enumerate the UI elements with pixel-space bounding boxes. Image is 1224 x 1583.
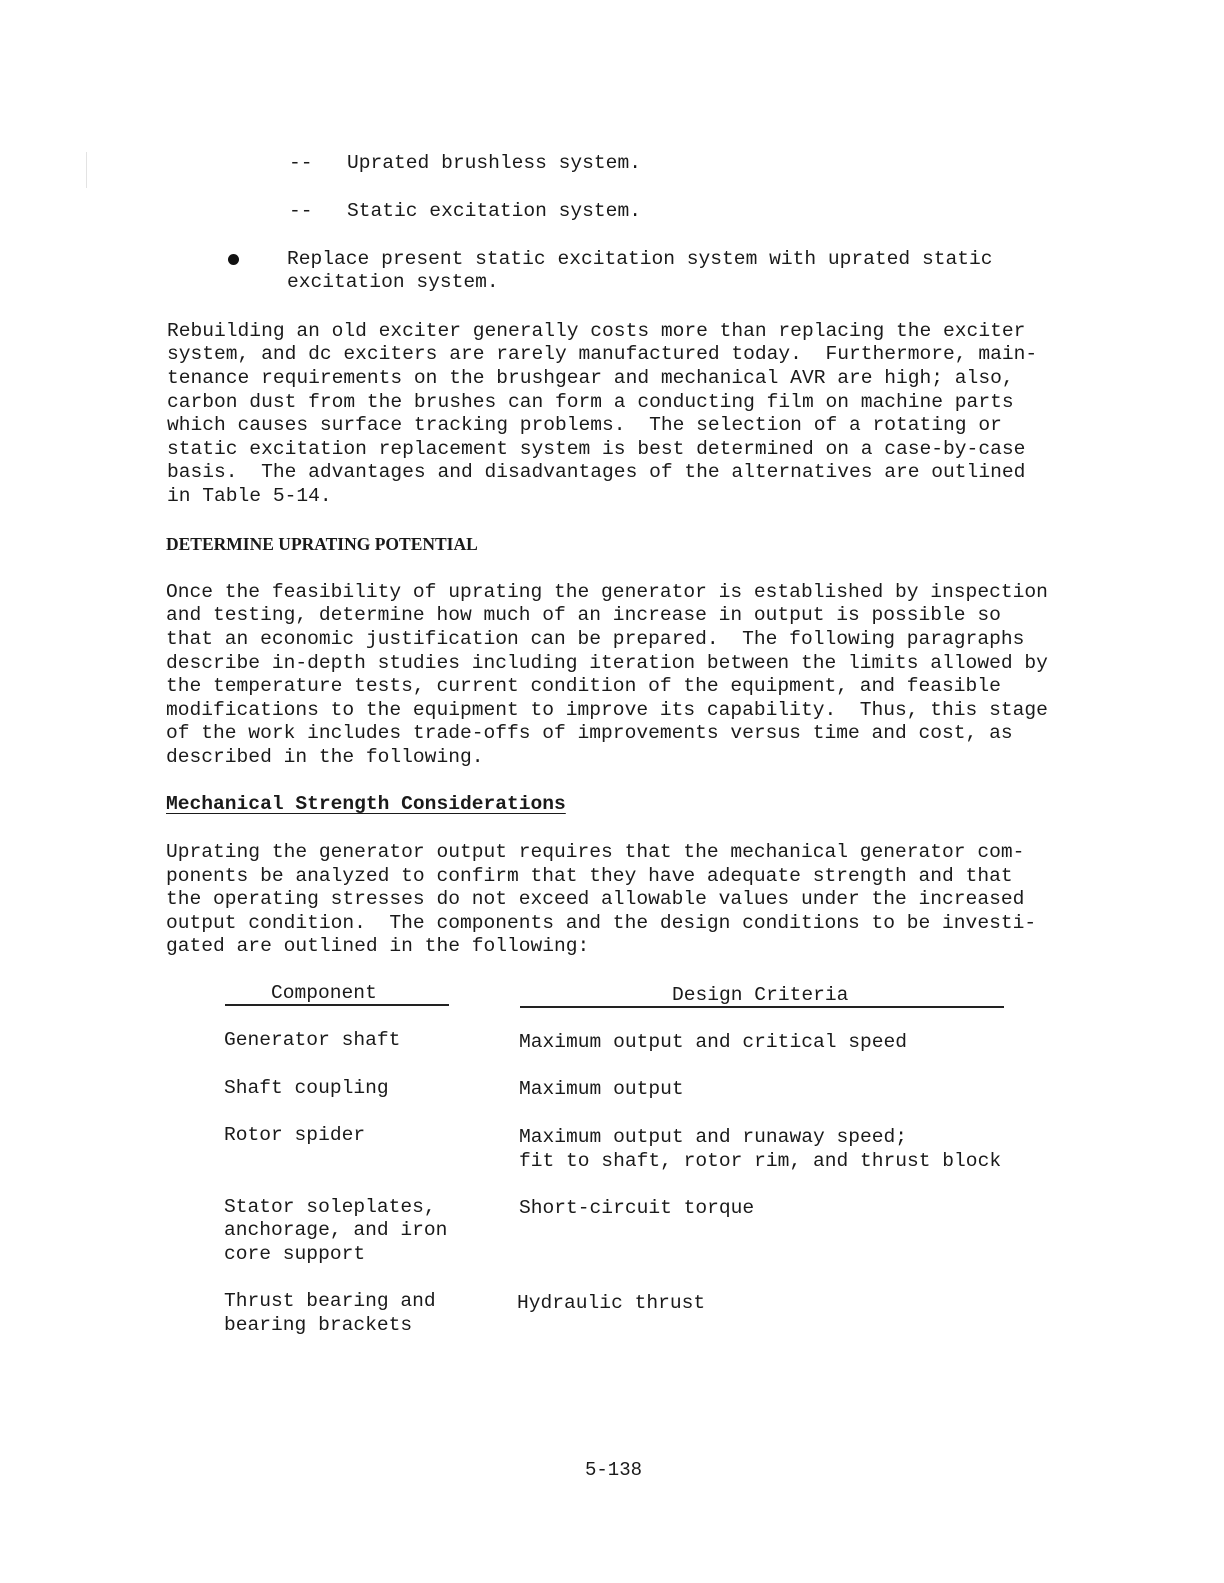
paragraph2-line-2: and testing, determine how much of an increase in output is possible so <box>166 604 1001 626</box>
sub-bullet-dash-1: -- <box>289 152 313 174</box>
table-row-5-component-line-1: Thrust bearing and <box>224 1290 436 1312</box>
table-row-4-component-line-3: core support <box>224 1243 366 1265</box>
paragraph1-line-4: carbon dust from the brushes can form a conducting film on machine parts <box>167 391 1014 413</box>
paragraph2-line-7: of the work includes trade-offs of improvements versus time and cost, as <box>166 722 1013 744</box>
table-row-2-component-line-1: Shaft coupling <box>224 1077 389 1099</box>
table-row-2-criteria-line-1: Maximum output <box>519 1078 684 1100</box>
table-row-5-component-line-2: bearing brackets <box>224 1314 413 1336</box>
paragraph1-line-1: Rebuilding an old exciter generally costs more than replacing the exciter <box>167 320 1026 342</box>
paragraph3-line-2: ponents be analyzed to confirm that they have adequate strength and that <box>166 865 1013 887</box>
table-row-1-criteria-line-1: Maximum output and critical speed <box>519 1031 908 1053</box>
subsection-heading: Mechanical Strength Considerations <box>166 793 566 815</box>
table-header-criteria: Design Criteria <box>672 984 849 1006</box>
table-row-1-component-line-1: Generator shaft <box>224 1029 401 1051</box>
paragraph2-line-5: the temperature tests, current condition of the equipment, and feasible <box>166 675 1001 697</box>
paragraph1-line-3: tenance requirements on the brushgear and mechanical AVR are high; also, <box>167 367 1014 389</box>
table-row-4-component-line-2: anchorage, and iron <box>224 1219 448 1241</box>
paragraph2-line-1: Once the feasibility of uprating the generator is established by inspection <box>166 581 1048 603</box>
paragraph1-line-5: which causes surface tracking problems. The selection of a rotating or <box>167 414 1002 436</box>
paragraph1-line-8: in Table 5-14. <box>167 485 332 507</box>
table-header-component: Component <box>271 982 377 1004</box>
sub-bullet-dash-2: -- <box>289 200 313 222</box>
paragraph2-line-6: modifications to the equipment to improve its capability. Thus, this stage <box>166 699 1048 721</box>
table-row-5-criteria-line-1: Hydraulic thrust <box>517 1292 706 1314</box>
sub-bullet-text-2: Static excitation system. <box>347 200 641 222</box>
paragraph3-line-4: output condition. The components and the design conditions to be investi- <box>166 912 1037 934</box>
table-row-4-criteria-line-1: Short-circuit torque <box>519 1197 755 1219</box>
table-row-3-criteria-line-2: fit to shaft, rotor rim, and thrust block <box>519 1150 1002 1172</box>
table-row-3-criteria-line-1: Maximum output and runaway speed; <box>519 1126 908 1148</box>
bullet-text-line-1: Replace present static excitation system with uprated static <box>287 248 993 270</box>
page-number: 5-138 <box>585 1459 643 1481</box>
table-header-component-rule <box>225 1004 449 1006</box>
sub-bullet-text-1: Uprated brushless system. <box>347 152 641 174</box>
paragraph2-line-3: that an economic justification can be prepared. The following paragraphs <box>166 628 1025 650</box>
table-row-4-component-line-1: Stator soleplates, <box>224 1196 436 1218</box>
scan-margin-mark <box>86 152 87 188</box>
table-row-3-component-line-1: Rotor spider <box>224 1124 366 1146</box>
paragraph3-line-1: Uprating the generator output requires that the mechanical generator com- <box>166 841 1025 863</box>
paragraph1-line-7: basis. The advantages and disadvantages of the alternatives are outlined <box>167 461 1026 483</box>
paragraph2-line-8: described in the following. <box>166 746 484 768</box>
paragraph2-line-4: describe in-depth studies including iteration between the limits allowed by <box>166 652 1048 674</box>
paragraph1-line-2: system, and dc exciters are rarely manufactured today. Furthermore, main- <box>167 343 1038 365</box>
paragraph1-line-6: static excitation replacement system is best determined on a case-by-case <box>167 438 1026 460</box>
paragraph3-line-5: gated are outlined in the following: <box>166 935 590 957</box>
table-header-criteria-rule <box>520 1006 1004 1008</box>
bullet-text-line-2: excitation system. <box>287 271 499 293</box>
paragraph3-line-3: the operating stresses do not exceed allowable values under the increased <box>166 888 1025 910</box>
section-heading: DETERMINE UPRATING POTENTIAL <box>166 534 478 554</box>
bullet-icon <box>228 254 239 265</box>
